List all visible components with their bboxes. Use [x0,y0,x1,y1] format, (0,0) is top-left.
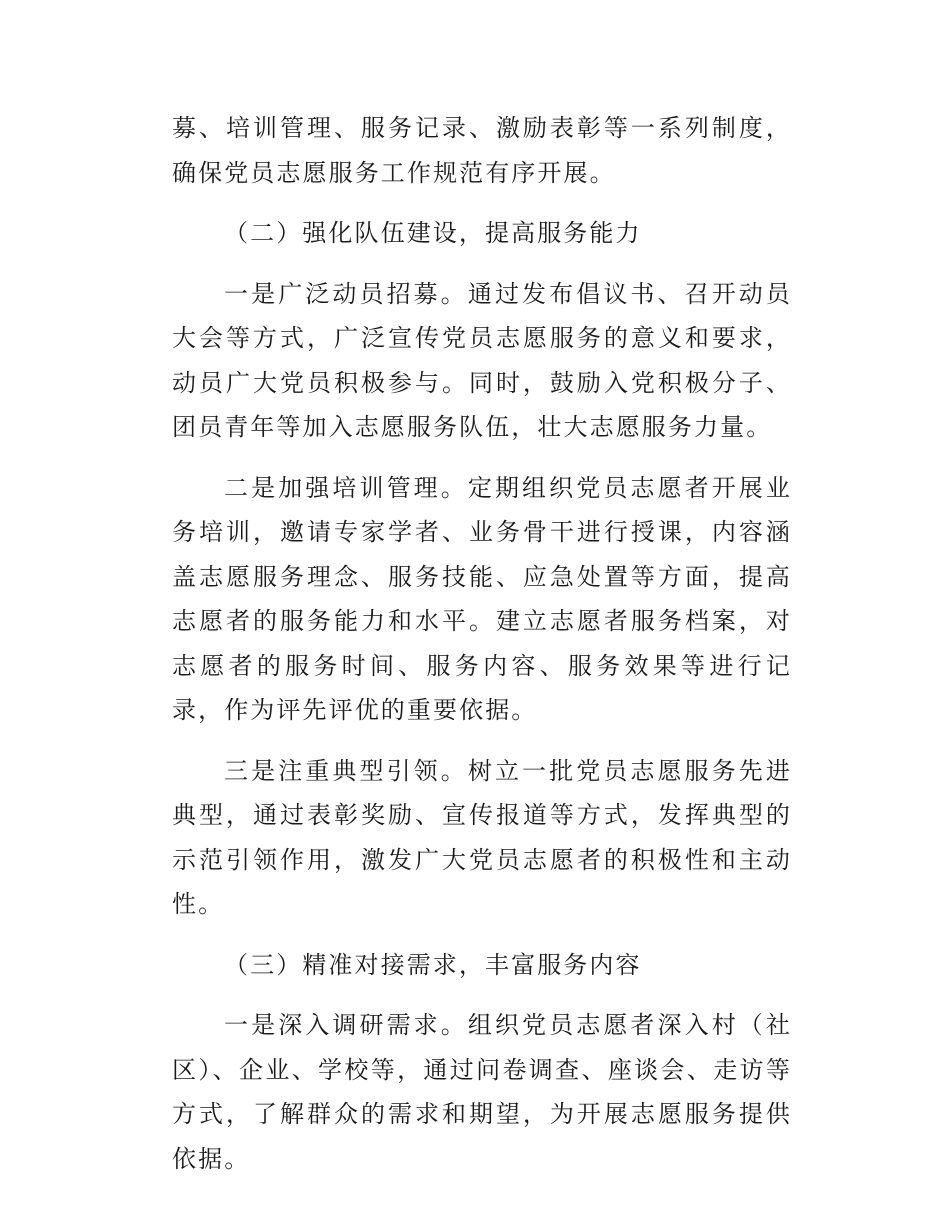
paragraph-training: 二是加强培训管理。定期组织党员志愿者开展业务培训，邀请专家学者、业务骨干进行授课，内容涵盖志愿服务理念、服务技能、应急处置等方面，提高志愿者的服务能力和水平。建立志愿者服务档案，对志愿者的服务时间、服务内容、服务效果等进行记录，作为评先评优的重要依据。 [172,473,792,724]
paragraph-role-models: 三是注重典型引领。树立一批党员志愿服务先进典型，通过表彰奖励、宣传报道等方式，发挥典型的示范引领作用，激发广大党员志愿者的积极性和主动性。 [172,756,792,918]
paragraph-research: 一是深入调研需求。组织党员志愿者深入村（社区）、企业、学校等，通过问卷调查、座谈会、走访等方式，了解群众的需求和期望，为开展志愿服务提供依据。 [172,1011,792,1173]
section-heading-3: （三）精准对接需求，丰富服务内容 [224,950,642,979]
paragraph-continuation: 募、培训管理、服务记录、激励表彰等一系列制度，确保党员志愿服务工作规范有序开展。 [172,114,792,187]
section-heading-2: （二）强化队伍建设，提高服务能力 [224,219,642,247]
paragraph-recruitment: 一是广泛动员招募。通过发布倡议书、召开动员大会等方式，广泛宣传党员志愿服务的意义和要求，动员广大党员积极参与。同时，鼓励入党积极分子、团员青年等加入志愿服务队伍，壮大志愿服务力量。 [172,279,792,441]
document-body [172,106,792,1197]
